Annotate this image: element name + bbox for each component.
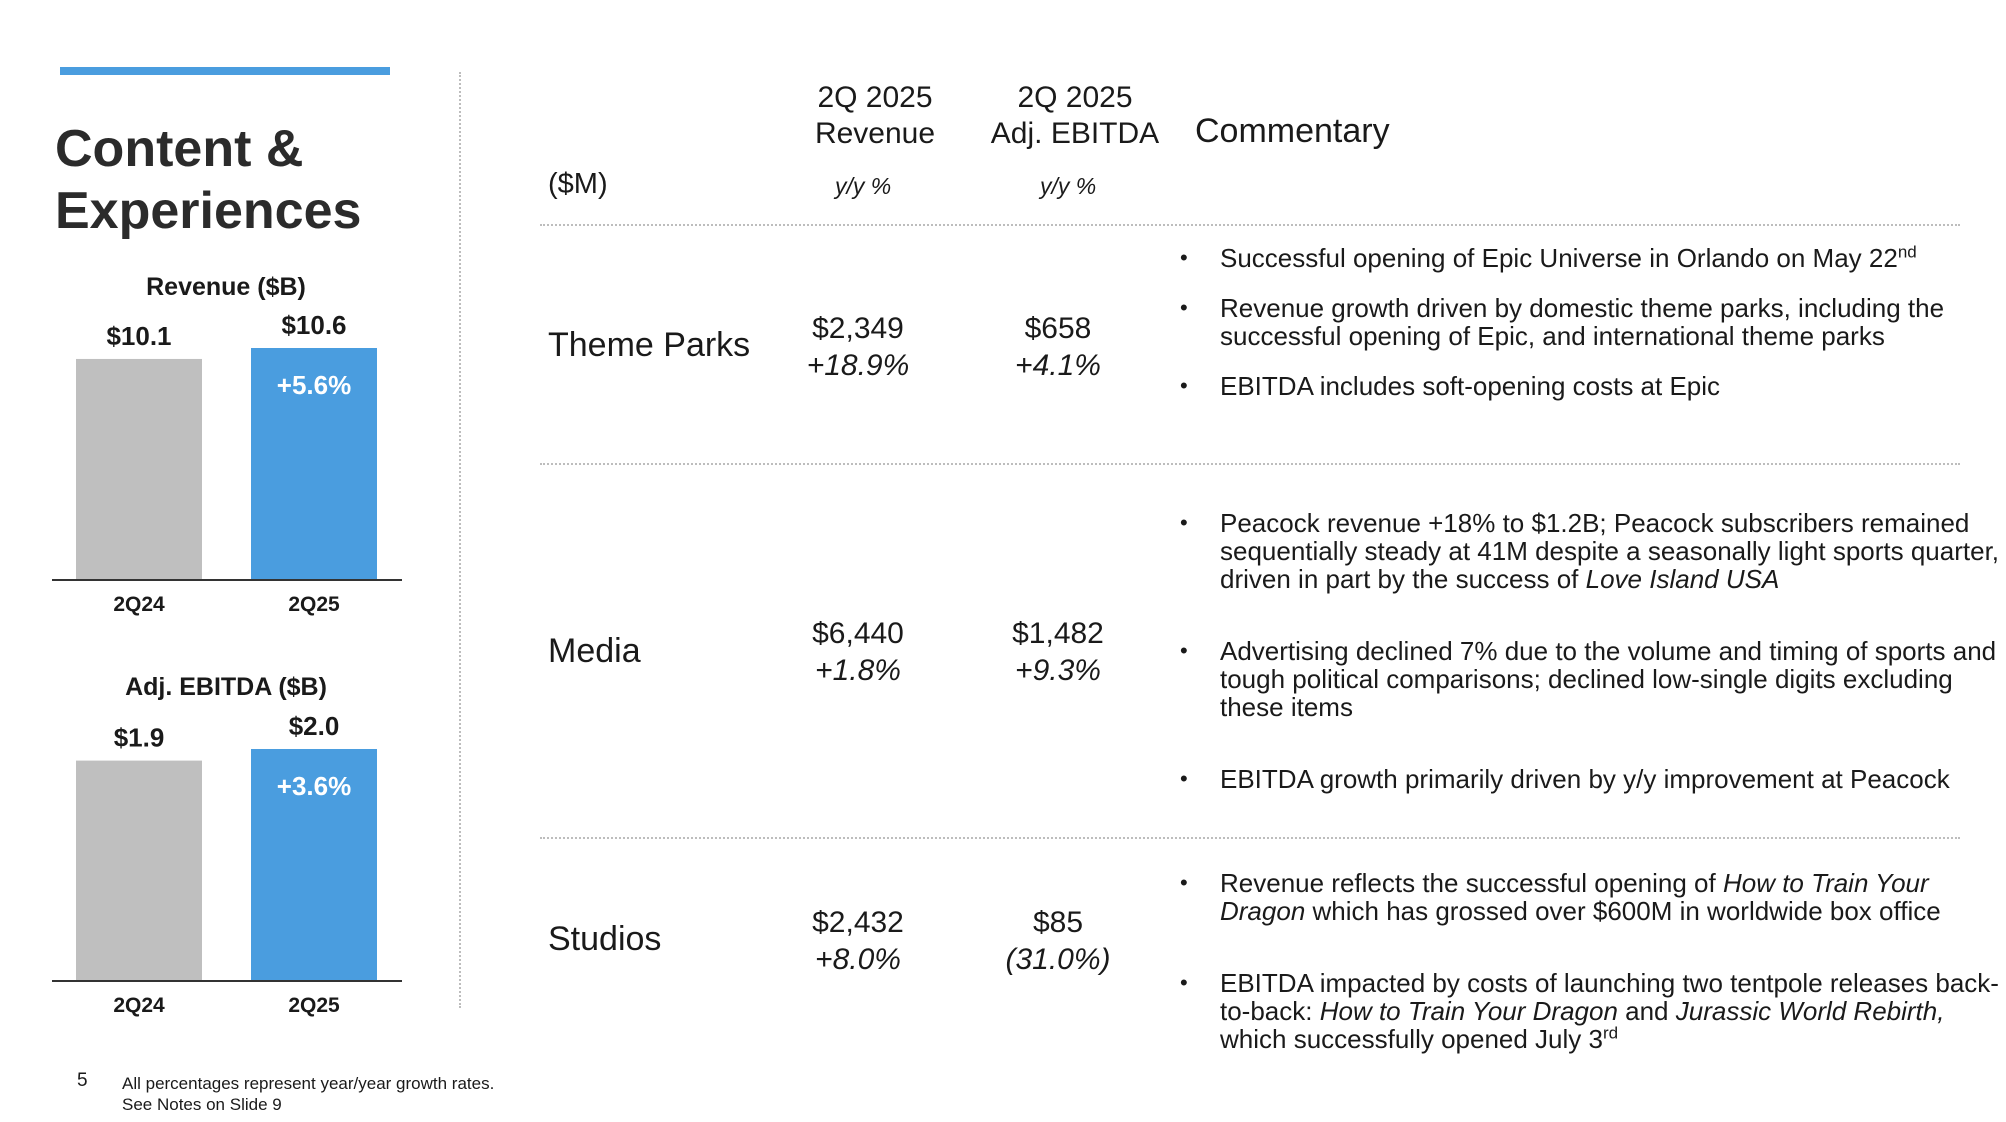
- bullet-text: Peacock revenue +18% to $1.2B; Peacock subscribers remained sequentially steady at 41M despite a seasonally light sports quarter, driven in part by the success of: [1220, 508, 2000, 594]
- italic-title: Jurassic World Rebirth,: [1675, 996, 1945, 1026]
- bar-value-label: $10.6: [281, 310, 347, 340]
- row-separator: [540, 463, 1960, 465]
- x-tick-label: 2Q25: [288, 593, 340, 616]
- units-label: ($M): [548, 168, 608, 200]
- ebitda-value: $85: [1032, 906, 1084, 939]
- studios-ebitda: [968, 904, 1148, 978]
- list-item: [1180, 509, 2000, 593]
- segment-theme-parks: Theme Parks: [548, 326, 751, 364]
- theme-parks-revenue: [768, 310, 948, 384]
- growth-label: +5.6%: [276, 370, 352, 400]
- ebitda-yy-label: y/y %: [1040, 173, 1097, 199]
- media-commentary: [1180, 509, 2000, 793]
- chart-title: Adj. EBITDA ($B): [125, 673, 327, 701]
- ebitda-yy: +4.1%: [1015, 349, 1101, 382]
- bullet-text: which has grossed over $600M in worldwide box office: [1305, 896, 1941, 926]
- bar-2q24: [76, 761, 202, 981]
- segment-studios: Studios: [548, 920, 662, 958]
- x-tick-label: 2Q25: [288, 994, 340, 1017]
- ebitda-value: $658: [1024, 312, 1092, 345]
- x-tick-label: 2Q24: [113, 593, 165, 616]
- media-ebitda: [968, 615, 1148, 689]
- ebitda-column-header: [960, 80, 1190, 152]
- row-separator: [540, 837, 1960, 839]
- studios-commentary: [1180, 869, 2000, 1053]
- list-item: [1180, 244, 2000, 272]
- page-number: 5: [77, 1070, 88, 1091]
- revenue-value: $2,432: [812, 906, 904, 939]
- list-item: • EBITDA includes soft-opening costs at Epic: [1180, 372, 2000, 400]
- list-item: [1180, 869, 2000, 925]
- italic-title: Love Island USA: [1585, 564, 1780, 594]
- ebitda-value: $1,482: [1012, 617, 1104, 650]
- revenue-header-line2: Revenue: [814, 117, 936, 150]
- ebitda-yy: (31.0%): [1005, 943, 1111, 976]
- x-tick-label: 2Q24: [113, 994, 165, 1017]
- studios-revenue: [768, 904, 948, 978]
- theme-parks-ebitda: [968, 310, 1148, 384]
- growth-label: +3.6%: [276, 771, 352, 801]
- list-item: • Revenue growth driven by domestic theme parks, including the successful opening of Epic, and international theme parks: [1180, 294, 2000, 350]
- revenue-chart: [0, 265, 460, 625]
- commentary-header: Commentary: [1195, 112, 1390, 150]
- italic-title: How to Train Your Dragon: [1220, 868, 1929, 926]
- superscript: nd: [1897, 242, 1917, 262]
- revenue-yy-label: y/y %: [835, 173, 892, 199]
- footnote-line: See Notes on Slide 9: [122, 1095, 282, 1114]
- revenue-value: $2,349: [812, 312, 904, 345]
- footnote-line: All percentages represent year/year growth rates.: [122, 1074, 495, 1093]
- revenue-yy: +8.0%: [815, 943, 901, 976]
- segment-media: Media: [548, 632, 641, 670]
- theme-parks-commentary: [1180, 244, 2000, 400]
- ebitda-chart: [0, 666, 460, 1026]
- row-separator: [540, 224, 1960, 226]
- media-revenue: [768, 615, 948, 689]
- italic-title: How to Train Your Dragon: [1319, 996, 1618, 1026]
- chart-title: Revenue ($B): [146, 273, 306, 301]
- superscript: rd: [1602, 1023, 1619, 1043]
- page-title: Content & Experiences: [55, 120, 362, 240]
- vertical-divider: [459, 72, 461, 1008]
- bullet-text: Successful opening of Epic Universe in Orlando on May 22: [1220, 243, 1898, 273]
- revenue-yy: +18.9%: [806, 349, 910, 382]
- bar-value-label: $1.9: [113, 722, 165, 753]
- bar-2q24: [76, 359, 202, 580]
- ebitda-header-line1: 2Q 2025: [1017, 81, 1133, 114]
- bullet-text: and: [1617, 996, 1676, 1026]
- accent-bar: [60, 67, 390, 75]
- bar-value-label: $10.1: [106, 320, 172, 351]
- bar-value-label: $2.0: [288, 711, 340, 741]
- bullet-text: which successfully opened July 3: [1220, 1024, 1603, 1054]
- ebitda-header-line2: Adj. EBITDA: [990, 117, 1160, 150]
- bullet-text: EBITDA impacted by costs of launching two tentpole releases back-to-back:: [1220, 968, 1999, 1026]
- footnote: [122, 1073, 494, 1115]
- list-item: [1180, 969, 2000, 1053]
- ebitda-yy: +9.3%: [1015, 654, 1101, 687]
- revenue-value: $6,440: [812, 617, 904, 650]
- bullet-text: Revenue reflects the successful opening of: [1220, 868, 1723, 898]
- revenue-yy: +1.8%: [815, 654, 901, 687]
- list-item: • Advertising declined 7% due to the volume and timing of sports and tough political comparisons; declined low-single digits excluding these items: [1180, 637, 2000, 721]
- list-item: • EBITDA growth primarily driven by y/y improvement at Peacock: [1180, 765, 2000, 793]
- revenue-header-line1: 2Q 2025: [817, 81, 933, 114]
- revenue-column-header: [775, 80, 975, 152]
